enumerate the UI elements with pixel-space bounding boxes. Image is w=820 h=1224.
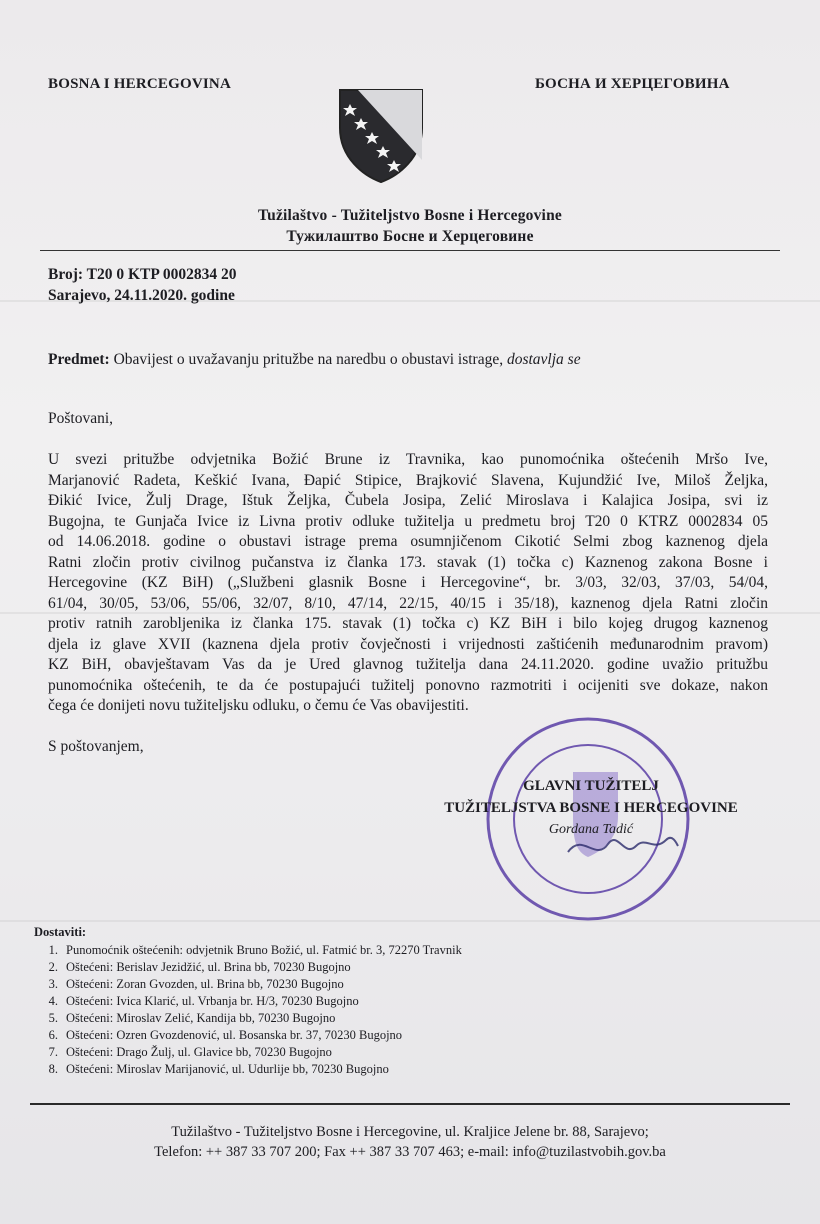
distribution-item-text: Oštećeni: Miroslav Zelić, Kandija bb, 70230 Bugojno <box>66 1011 336 1025</box>
signature-name: Gordana Tadić <box>548 822 634 837</box>
distribution-item-text: Oštećeni: Zoran Gvozden, ul. Brina bb, 70230 Bugojno <box>66 977 344 991</box>
body-line: Ratni zločin protiv civilnog pučanstva iz članka 173. stavak (1) točka c) Kaznenog zakona Bosne i <box>48 553 768 571</box>
distribution-item <box>34 1010 634 1027</box>
handwritten-signature <box>562 822 682 870</box>
subject-text: Obavijest o uvažavanju pritužbe na naredbu o obustavi istrage, <box>113 351 504 368</box>
distribution-item <box>34 942 634 959</box>
header-country-latin: BOSNA I HERCEGOVINA <box>48 76 232 92</box>
body-line: Đikić Ivice, Žulj Drage, Ištuk Željka, Čubela Josipa, Zelić Miroslava i Kalajica Josipa, svi iz <box>48 492 768 509</box>
subject-italic: dostavlja se <box>506 351 581 368</box>
distribution-item-text: Oštećeni: Ozren Gvozdenović, ul. Bosanska br. 37, 70230 Bugojno <box>66 1028 403 1042</box>
distribution-item-number: 6. <box>48 1028 58 1042</box>
reference-number: Broj: T20 0 KTP 0002834 20 <box>48 266 237 283</box>
body-line: od 14.06.2018. godine o obustavi istrage prema osumnjičenom Cikotić Selmi zbog kaznenog djela <box>48 533 768 550</box>
distribution-item <box>34 976 634 993</box>
body-line: Bugojna, te Gunjača Ivice iz Livna protiv odluke tužitelja u predmetu broj T20 0 KTRZ 0002834 05 <box>48 512 768 530</box>
distribution-label: Dostaviti: <box>34 925 87 939</box>
body-line: U svezi pritužbe odvjetnika Božić Brune iz Travnika, kao punomoćnika oštećenih Mršo Ive, <box>48 451 768 468</box>
body-line: protiv ratnih zarobljenika iz članka 175. stavak (1) točka c) KZ BiH i bilo kojeg drugog kaznenog <box>48 615 768 632</box>
closing: S poštovanjem, <box>48 738 144 755</box>
distribution-item-text: Oštećeni: Miroslav Marijanović, ul. Udurlije bb, 70230 Bugojno <box>66 1062 389 1076</box>
distribution-item-number: 7. <box>48 1045 58 1059</box>
distribution-list <box>34 942 634 1078</box>
footer-address: Tužilaštvo - Tužiteljstvo Bosne i Hercegovine, ul. Kraljice Jelene br. 88, Sarajevo; <box>171 1124 649 1140</box>
reference-date: Sarajevo, 24.11.2020. godine <box>48 287 235 304</box>
body-line: 61/04, 30/05, 53/06, 55/06, 32/07, 8/10, 47/14, 22/15, 40/15 i 35/18), kaznenog djela Ratni zločin <box>48 594 768 612</box>
letter-body <box>48 450 768 717</box>
distribution-item <box>34 959 634 976</box>
greeting: Poštovani, <box>48 410 114 427</box>
footer-contact: Telefon: ++ 387 33 707 200; Fax ++ 387 33 707 463; e-mail: info@tuzilastvobih.gov.ba <box>154 1144 666 1160</box>
footer-divider <box>30 1103 790 1105</box>
office-name-latin: Tužilaštvo - Tužiteljstvo Bosne i Hercegovine <box>258 207 562 224</box>
body-line: punomoćnika oštećenih, te da će postupajući tužitelj ponovno razmotriti i ocijeniti sve dokaze, nakon <box>48 676 768 694</box>
distribution-item <box>34 993 634 1010</box>
signature-title-2: TUŽITELJSTVA BOSNE I HERCEGOVINE <box>444 800 738 816</box>
distribution-item-number: 2. <box>48 960 58 974</box>
distribution-item-number: 3. <box>48 977 58 991</box>
body-line: čega će donijeti novu tužiteljsku odluku, o čemu će Vas obavijestiti. <box>48 697 469 714</box>
distribution-item <box>34 1027 634 1044</box>
subject-label: Predmet: <box>48 351 110 368</box>
header-divider <box>40 250 780 251</box>
body-line: Hercegovine (KZ BiH) („Službeni glasnik Bosne i Hercegovine“, br. 3/03, 32/03, 37/03, 54/04, <box>48 574 768 591</box>
body-line: KZ BiH, obavještavam Vas da je Ured glavnog tužitelja dana 24.11.2020. godine uvažio pritužbu <box>48 656 768 673</box>
body-line: djela iz glave XVII (kaznena djela protiv čovječnosti i vrijednosti zaštićenih međunarodnim pravom) <box>48 635 768 653</box>
office-name-cyrillic: Тужилаштво Босне и Херцеговине <box>286 228 534 245</box>
distribution-item-text: Oštećeni: Drago Žulj, ul. Glavice bb, 70230 Bugojno <box>66 1045 332 1059</box>
distribution-item <box>34 1061 634 1078</box>
coat-of-arms-emblem <box>336 86 426 186</box>
distribution-item-number: 8. <box>48 1062 58 1076</box>
signature-title-1: GLAVNI TUŽITELJ <box>523 778 659 794</box>
distribution-item <box>34 1044 634 1061</box>
header-country-cyrillic: БОСНА И ХЕРЦЕГОВИНА <box>535 76 730 92</box>
distribution-item-number: 5. <box>48 1011 58 1025</box>
distribution-item-number: 1. <box>48 943 58 957</box>
distribution-item-text: Oštećeni: Ivica Klarić, ul. Vrbanja br. H/3, 70230 Bugojno <box>66 994 359 1008</box>
distribution-item-number: 4. <box>48 994 58 1008</box>
subject-line <box>48 351 581 369</box>
distribution-item-text: Oštećeni: Berislav Jezidžić, ul. Brina bb, 70230 Bugojno <box>66 960 351 974</box>
body-line: Marjanović Radeta, Keškić Ivana, Đapić Stipice, Brajković Slavena, Kujundžić Ive, Miloš Željka, <box>48 471 768 489</box>
distribution-item-text: Punomoćnik oštećenih: odvjetnik Bruno Božić, ul. Fatmić br. 3, 72270 Travnik <box>66 943 462 957</box>
